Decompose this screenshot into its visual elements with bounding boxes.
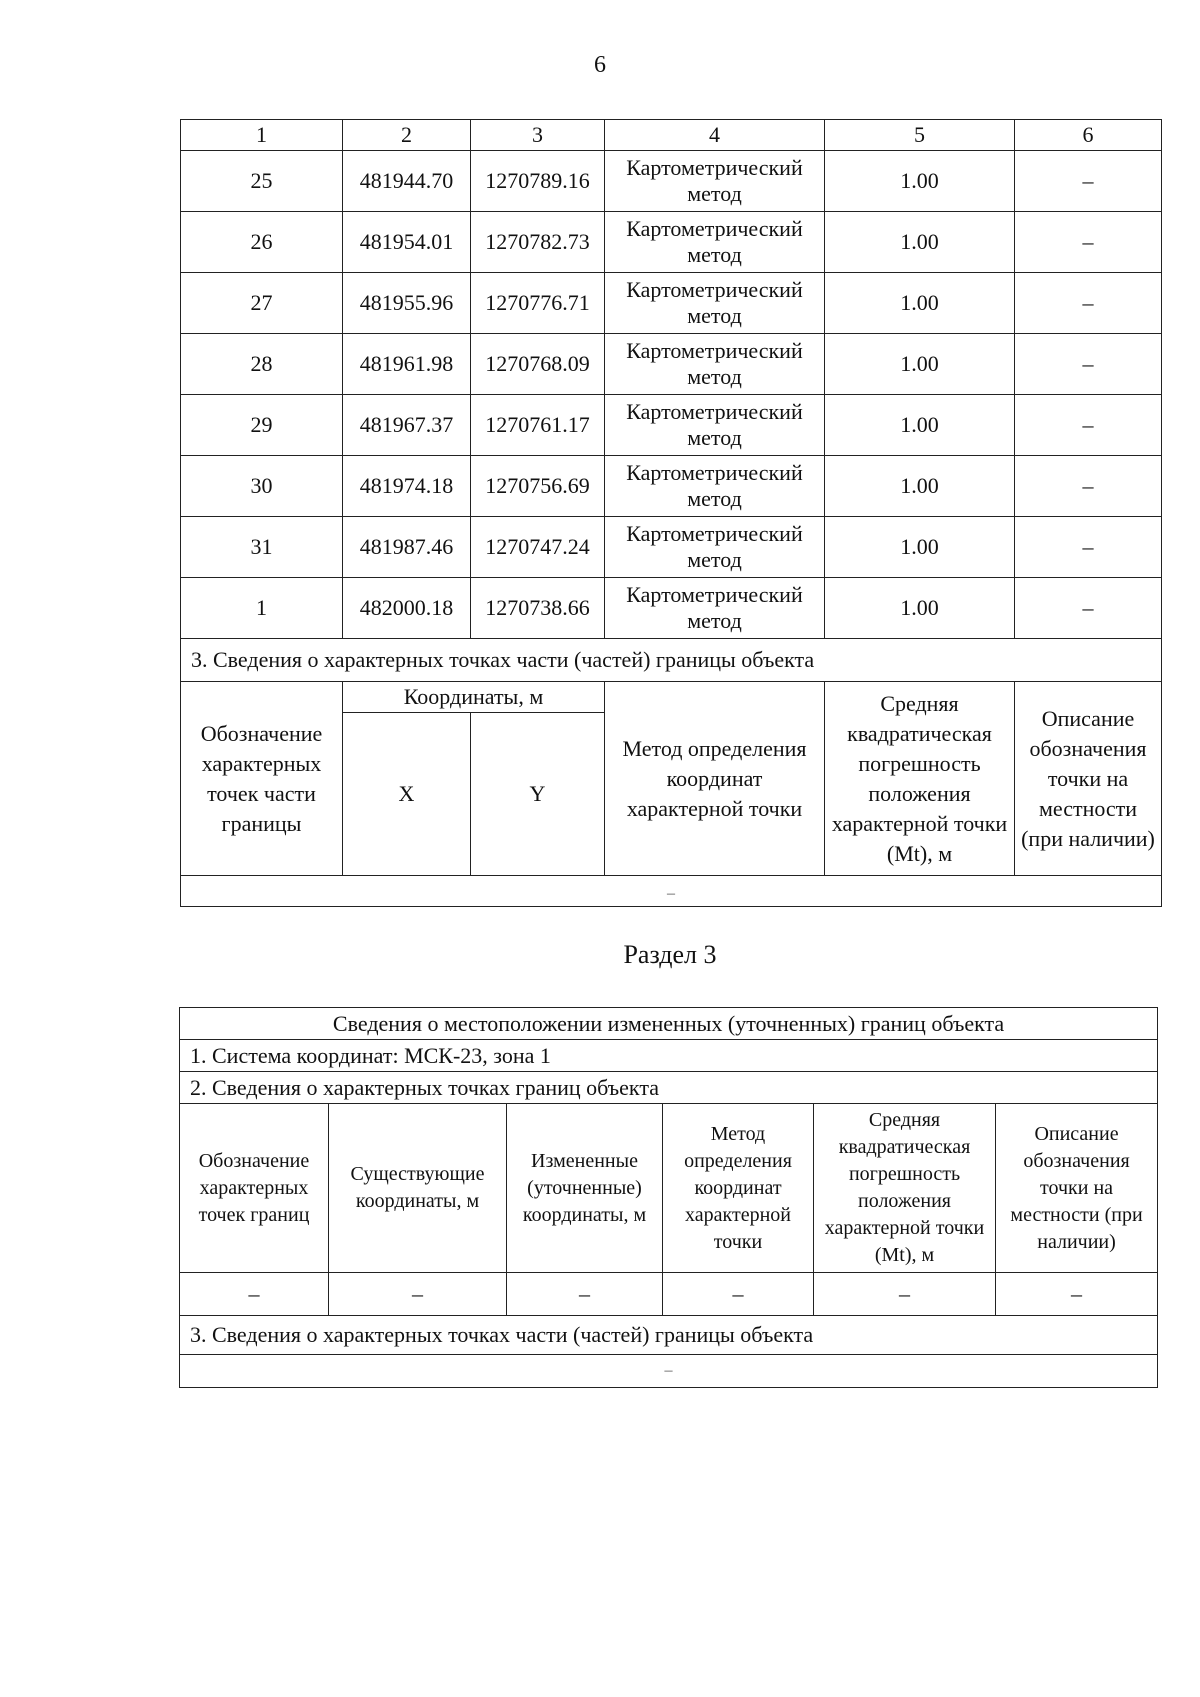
dash-cell: – <box>663 1273 814 1316</box>
column-number: 2 <box>343 120 471 151</box>
point-number: 25 <box>181 151 343 212</box>
existing-coords-header: Существующие координаты, м <box>329 1104 507 1273</box>
y-coordinate: 1270768.09 <box>471 334 605 395</box>
error-cell: 1.00 <box>825 456 1015 517</box>
section-heading: Раздел 3 <box>623 940 717 969</box>
method-cell: Картометрический метод <box>605 212 825 273</box>
method-cell: Картометрический метод <box>605 334 825 395</box>
column-number: 4 <box>605 120 825 151</box>
error-header: Средняя квадратическая погрешность положения характерной точки (Mt), м <box>814 1104 996 1273</box>
description-header: Описание обозначения точки на местности (при наличии) <box>1015 682 1162 876</box>
points-title-row <box>180 1072 1158 1104</box>
column-number: 3 <box>471 120 605 151</box>
table-row <box>181 273 1162 334</box>
y-coordinate: 1270789.16 <box>471 151 605 212</box>
description-header: Описание обозначения точки на местности (при наличии) <box>996 1104 1158 1273</box>
dash-cell: – <box>814 1273 996 1316</box>
section3-empty <box>181 876 1162 907</box>
y-coordinate: 1270776.71 <box>471 273 605 334</box>
error-cell: 1.00 <box>825 578 1015 639</box>
column-number: 5 <box>825 120 1015 151</box>
y-coordinate: 1270738.66 <box>471 578 605 639</box>
method-header: Метод определения координат характерной точки <box>605 682 825 876</box>
point-number: 31 <box>181 517 343 578</box>
x-coordinate: 481955.96 <box>343 273 471 334</box>
coordinates-table <box>180 119 1162 907</box>
changed-coords-header: Измененные (уточненные) координаты, м <box>507 1104 663 1273</box>
error-header <box>825 682 1015 876</box>
point-number: 27 <box>181 273 343 334</box>
section3-title-row <box>181 639 1162 682</box>
table2-title: Сведения о местоположении измененных (уточненных) границ объекта <box>180 1008 1158 1040</box>
method-cell: Картометрический метод <box>605 151 825 212</box>
dash-cell: – <box>180 1273 329 1316</box>
table-row <box>181 212 1162 273</box>
error-cell: 1.00 <box>825 395 1015 456</box>
section3-title: 3. Сведения о характерных точках части (частей) границы объекта <box>181 639 1162 682</box>
table-row <box>181 395 1162 456</box>
part-title: 3. Сведения о характерных точках части (частей) границы объекта <box>180 1316 1158 1355</box>
method-header: Метод определения координат характерной точки <box>663 1104 814 1273</box>
table-row <box>181 334 1162 395</box>
points-title: 2. Сведения о характерных точках границ объекта <box>180 1072 1158 1104</box>
error-cell: 1.00 <box>825 334 1015 395</box>
x-coordinate: 481954.01 <box>343 212 471 273</box>
y-coordinate: 1270747.24 <box>471 517 605 578</box>
point-number: 26 <box>181 212 343 273</box>
description-cell: – <box>1015 151 1162 212</box>
description-cell: – <box>1015 578 1162 639</box>
error-cell: 1.00 <box>825 212 1015 273</box>
error-cell: 1.00 <box>825 517 1015 578</box>
x-coordinate: 481987.46 <box>343 517 471 578</box>
coordinate-system-row <box>180 1040 1158 1072</box>
table-row <box>181 517 1162 578</box>
method-cell: Картометрический метод <box>605 517 825 578</box>
y-coordinate: 1270782.73 <box>471 212 605 273</box>
error-cell: 1.00 <box>825 151 1015 212</box>
point-number: 28 <box>181 334 343 395</box>
y-coordinate: 1270761.17 <box>471 395 605 456</box>
description-cell: – <box>1015 212 1162 273</box>
table-row <box>181 578 1162 639</box>
table2-header-row <box>180 1104 1158 1273</box>
x-coordinate: 481974.18 <box>343 456 471 517</box>
column-number-row <box>181 120 1162 151</box>
description-cell: – <box>1015 273 1162 334</box>
x-coordinate: 482000.18 <box>343 578 471 639</box>
table2-dash-row <box>180 1273 1158 1316</box>
table-row <box>181 151 1162 212</box>
method-cell: Картометрический метод <box>605 395 825 456</box>
point-number: 30 <box>181 456 343 517</box>
dash-cell: – <box>329 1273 507 1316</box>
part-empty-row <box>180 1355 1158 1388</box>
coords-header: Координаты, м <box>343 682 605 713</box>
method-cell: Картометрический метод <box>605 578 825 639</box>
error-header-text: Средняя квадратическая погрешность положения характерной точки (Mt), м <box>831 690 1008 866</box>
description-cell: – <box>1015 334 1162 395</box>
method-cell: Картометрический метод <box>605 273 825 334</box>
x-coordinate: 481944.70 <box>343 151 471 212</box>
designation-header: Обозначение характерных точек границ <box>180 1104 329 1273</box>
x-header: X <box>343 713 471 876</box>
page-number: 6 <box>594 52 606 78</box>
point-number: 29 <box>181 395 343 456</box>
section3-header-row <box>181 682 1162 713</box>
y-coordinate: 1270756.69 <box>471 456 605 517</box>
method-cell: Картометрический метод <box>605 456 825 517</box>
dash-cell: – <box>507 1273 663 1316</box>
part-title-row <box>180 1316 1158 1355</box>
column-number: 6 <box>1015 120 1162 151</box>
section3-empty-row <box>181 876 1162 907</box>
x-coordinate: 481961.98 <box>343 334 471 395</box>
description-cell: – <box>1015 517 1162 578</box>
coordinate-system: 1. Система координат: МСК-23, зона 1 <box>180 1040 1158 1072</box>
x-coordinate: 481967.37 <box>343 395 471 456</box>
dash-cell: – <box>996 1273 1158 1316</box>
error-cell: 1.00 <box>825 273 1015 334</box>
table2-title-row <box>180 1008 1158 1040</box>
designation-header: Обозначение характерных точек части границы <box>181 682 343 876</box>
description-cell: – <box>1015 456 1162 517</box>
empty-dash: – <box>667 885 675 902</box>
column-number: 1 <box>181 120 343 151</box>
point-number: 1 <box>181 578 343 639</box>
y-header: Y <box>471 713 605 876</box>
description-cell: – <box>1015 395 1162 456</box>
changed-boundaries-table <box>179 1007 1158 1388</box>
table-row <box>181 456 1162 517</box>
part-empty: – <box>180 1355 1158 1388</box>
